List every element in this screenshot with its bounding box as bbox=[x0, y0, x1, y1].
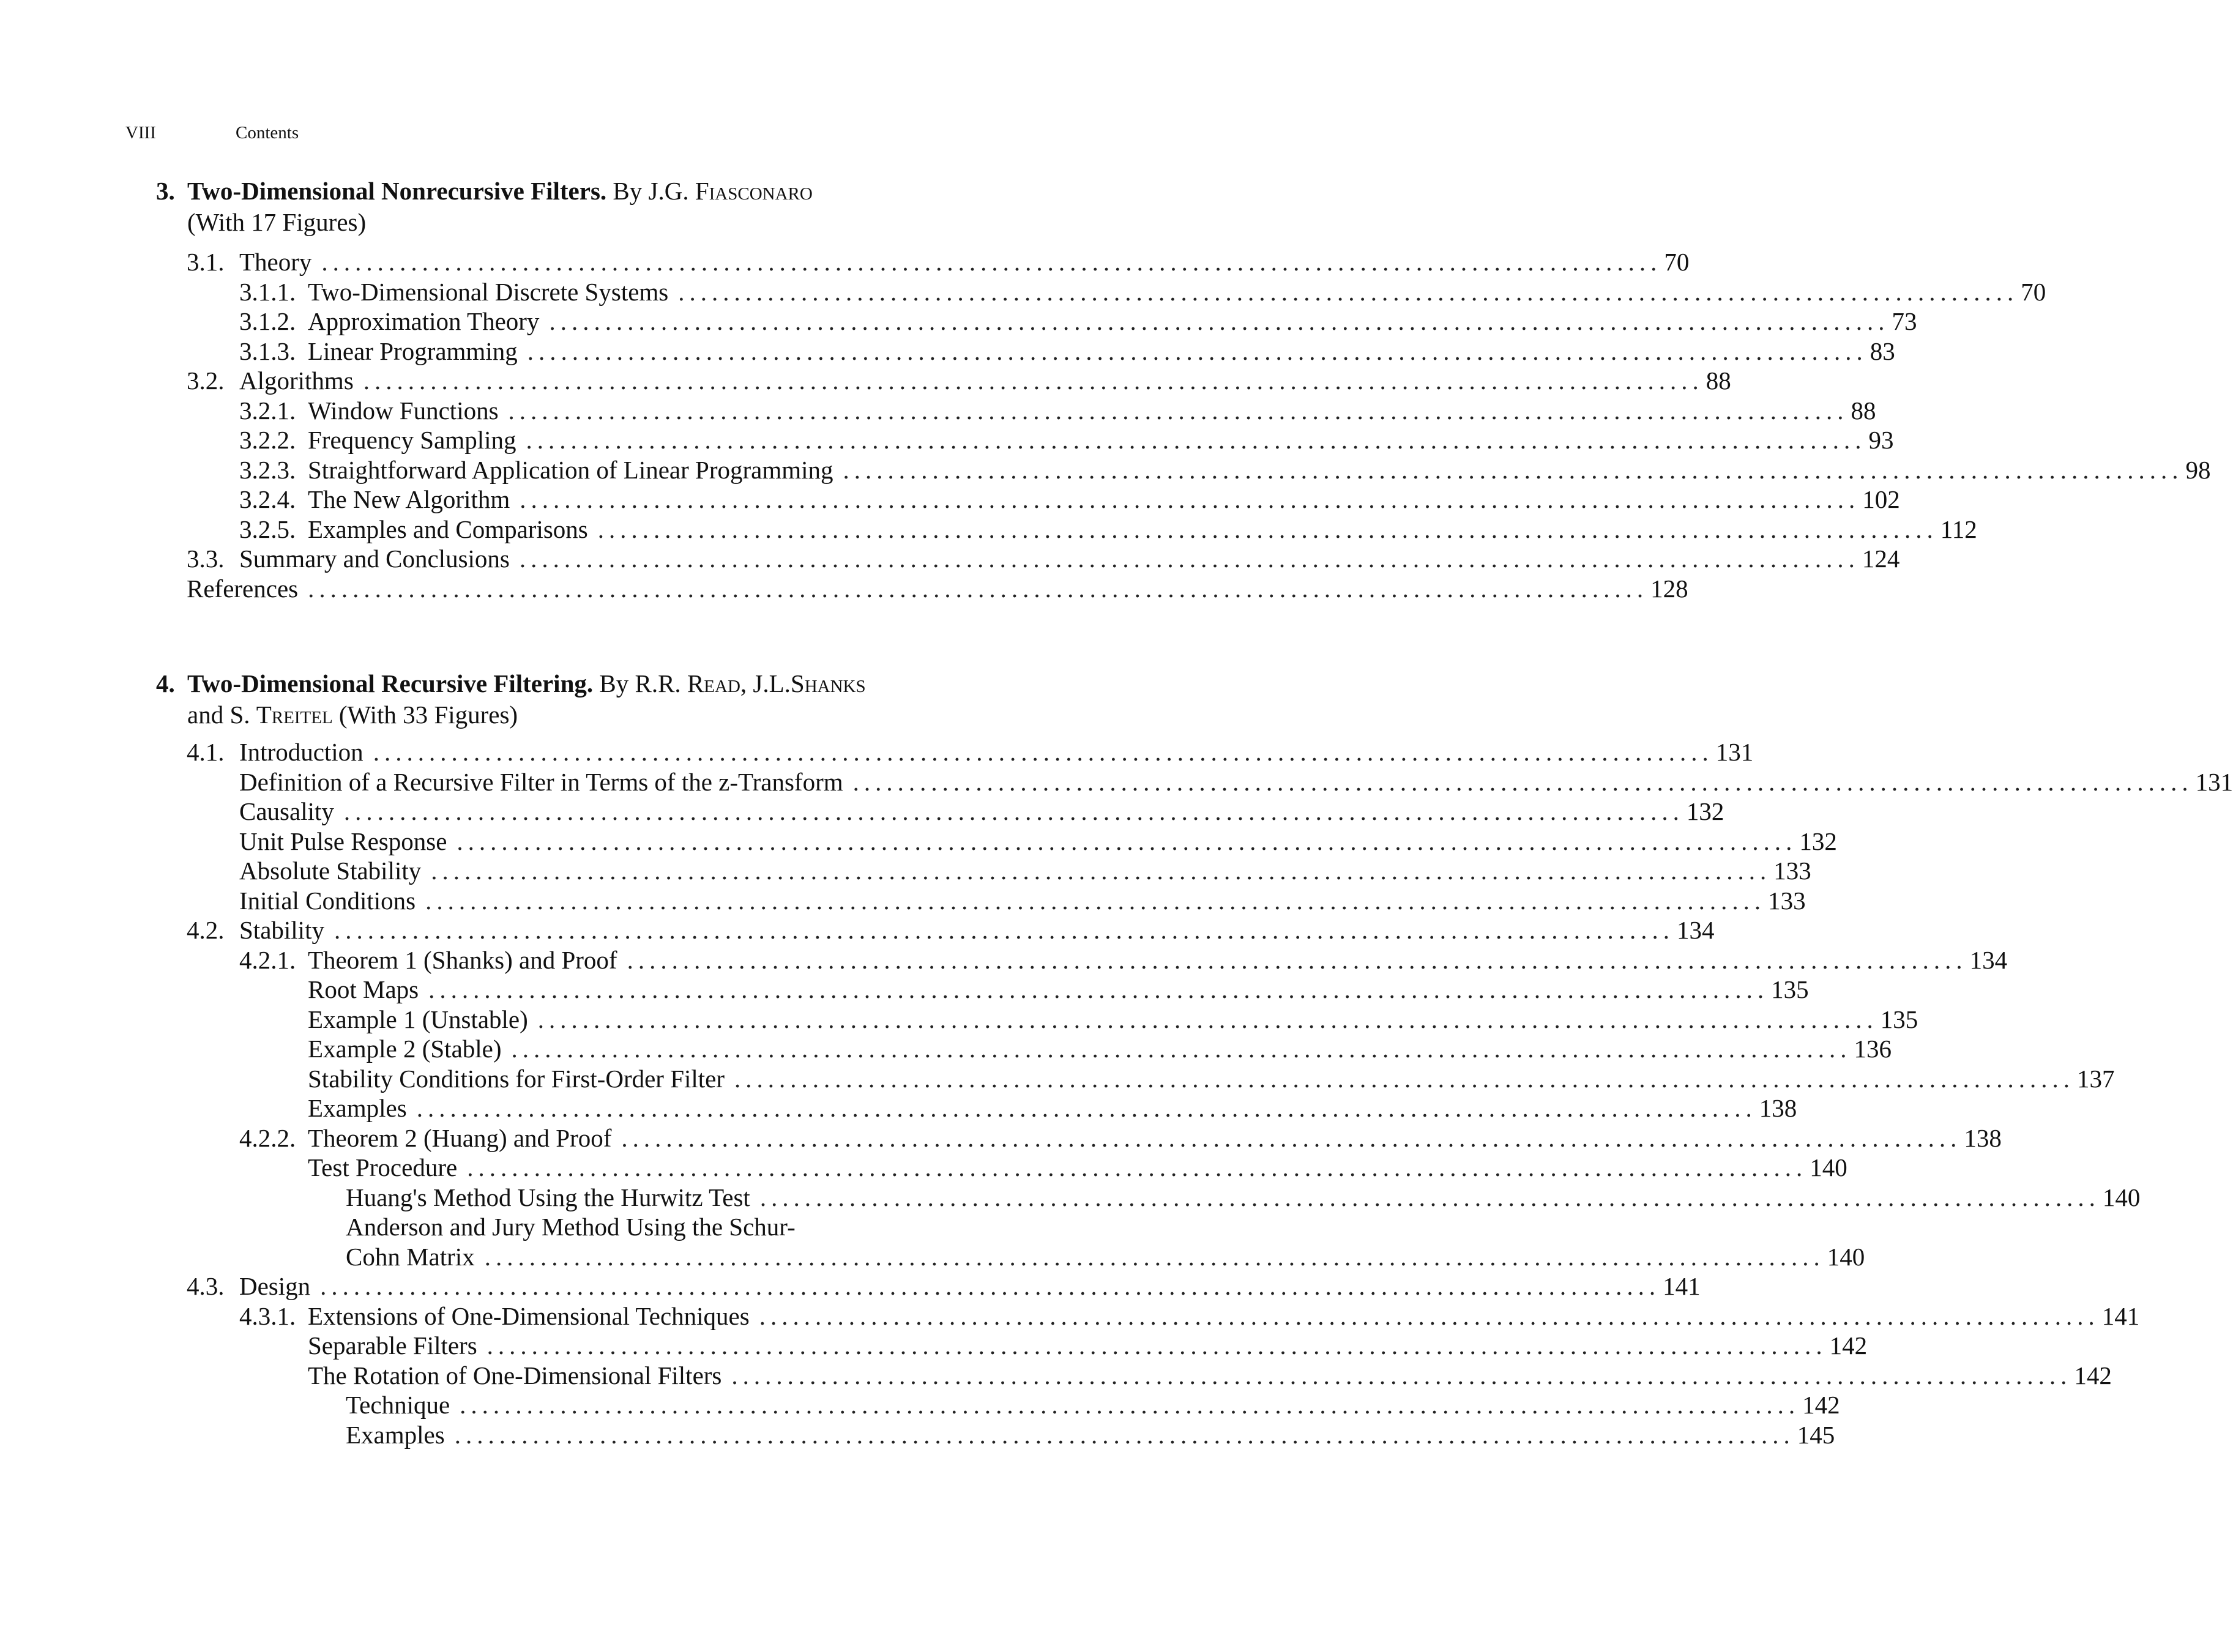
entry-page: 138 bbox=[1759, 1094, 1797, 1122]
entry-title: Algorithms bbox=[239, 366, 354, 395]
chapter-title: Two-Dimensional Recursive Filtering. bbox=[187, 669, 594, 698]
toc-entry bbox=[187, 515, 1977, 545]
dot-leader: ........................................................................................................................ bbox=[511, 1035, 1852, 1063]
entry-title: Initial Conditions bbox=[239, 886, 416, 915]
toc-entry bbox=[187, 277, 2046, 307]
entry-number: 3.1.2. bbox=[239, 307, 296, 335]
chapter-number: 3. bbox=[156, 177, 175, 205]
dot-leader: ........................................................................................................................ bbox=[457, 827, 1797, 855]
author-separator: , J.L. bbox=[740, 669, 791, 698]
entry-title: Stability bbox=[239, 916, 324, 944]
toc-entry bbox=[187, 1153, 1847, 1183]
entry-title: Root Maps bbox=[308, 975, 419, 1003]
dot-leader: ........................................................................................................................ bbox=[428, 975, 1769, 1003]
entry-title: Summary and Conclusions bbox=[239, 545, 510, 573]
entry-page: 140 bbox=[1810, 1153, 1847, 1181]
dot-leader: ........................................................................................................................ bbox=[321, 248, 1662, 276]
dot-leader: ........................................................................................................................ bbox=[484, 1242, 1825, 1271]
dot-leader: ........................................................................................................................ bbox=[519, 545, 1860, 573]
toc-entry bbox=[187, 767, 2233, 797]
toc-entry bbox=[187, 915, 1715, 945]
dot-leader: ........................................................................................................................ bbox=[460, 1391, 1800, 1419]
entry-number: 3.1.3. bbox=[239, 337, 296, 365]
toc-entry bbox=[187, 856, 1811, 886]
dot-leader: ........................................................................................................................ bbox=[508, 396, 1849, 425]
entry-title: Two-Dimensional Discrete Systems bbox=[308, 277, 669, 306]
dot-leader: ........................................................................................................................ bbox=[320, 1272, 1661, 1300]
entry-title: Unit Pulse Response bbox=[239, 827, 447, 855]
toc-entry bbox=[187, 366, 1731, 396]
entry-number: 3.3. bbox=[187, 545, 225, 573]
entry-page: 132 bbox=[1799, 827, 1837, 855]
chapter-author: Fiasconaro bbox=[695, 177, 813, 205]
dot-leader: ........................................................................................................................ bbox=[343, 797, 1684, 825]
entry-number: 4.2.1. bbox=[239, 945, 296, 974]
dot-leader: ........................................................................................................................ bbox=[627, 945, 1967, 974]
entry-page: 135 bbox=[1880, 1005, 1918, 1033]
entry-number: 3.2.3. bbox=[239, 455, 296, 484]
chapter-figures: (With 33 Figures) bbox=[338, 701, 518, 729]
entry-title: Examples bbox=[346, 1420, 445, 1449]
dot-leader: ........................................................................................................................ bbox=[527, 337, 1868, 365]
entry-page: 128 bbox=[1650, 574, 1688, 603]
entry-title: Example 1 (Unstable) bbox=[308, 1005, 528, 1033]
entry-title: Cohn Matrix bbox=[346, 1242, 475, 1271]
entry-title: Theorem 2 (Huang) and Proof bbox=[308, 1123, 612, 1152]
toc-entry bbox=[187, 455, 2211, 485]
chapter-author: Treitel bbox=[256, 701, 333, 729]
entry-number: 4.2.2. bbox=[239, 1123, 296, 1152]
entry-page: 88 bbox=[1706, 366, 1731, 395]
chapter-3-heading bbox=[156, 176, 952, 238]
dot-leader: ........................................................................................................................ bbox=[363, 366, 1704, 395]
entry-title: Extensions of One-Dimensional Techniques bbox=[308, 1301, 750, 1330]
chapter-title: Two-Dimensional Nonrecursive Filters. bbox=[187, 177, 607, 205]
entry-page: 73 bbox=[1892, 307, 1917, 335]
entry-page: 131 bbox=[1715, 738, 1754, 766]
toc-entry bbox=[187, 1301, 2140, 1331]
toc-entry bbox=[187, 1242, 1865, 1272]
dot-leader: ........................................................................................................................ bbox=[597, 515, 1938, 543]
chapter-figures: (With 17 Figures) bbox=[187, 208, 367, 236]
entry-page: 138 bbox=[1964, 1123, 2002, 1152]
entry-number: 3.2. bbox=[187, 366, 225, 395]
toc-entry bbox=[187, 1271, 1701, 1301]
toc-entry bbox=[187, 1420, 1835, 1450]
entry-title: Examples and Comparisons bbox=[308, 515, 588, 543]
chapter-author: Shanks bbox=[790, 669, 866, 698]
entry-page: 102 bbox=[1862, 485, 1900, 513]
dot-leader: ........................................................................................................................ bbox=[431, 857, 1772, 885]
dot-leader: ........................................................................................................................ bbox=[678, 277, 2019, 306]
dot-leader: ........................................................................................................................ bbox=[621, 1123, 1962, 1152]
entry-title: Separable Filters bbox=[308, 1331, 477, 1360]
chapter-author: Read bbox=[687, 669, 740, 698]
toc-entry bbox=[187, 1390, 1840, 1420]
entry-number: 3.2.5. bbox=[239, 515, 296, 543]
toc-entry bbox=[187, 544, 1900, 574]
entry-title: Examples bbox=[308, 1094, 407, 1122]
entry-page: 133 bbox=[1768, 886, 1806, 915]
entry-page: 88 bbox=[1851, 396, 1876, 425]
toc-entry bbox=[187, 1034, 1892, 1064]
entry-number: 3.2.4. bbox=[239, 485, 296, 513]
entry-title: The New Algorithm bbox=[308, 485, 510, 513]
entry-title: Straightforward Application of Linear Programming bbox=[308, 455, 833, 484]
page-label: VIII bbox=[125, 123, 156, 143]
dot-leader: ........................................................................................................................ bbox=[416, 1094, 1757, 1122]
entry-title: Design bbox=[239, 1272, 311, 1300]
header-title: Contents bbox=[236, 123, 299, 143]
entry-page: 112 bbox=[1940, 515, 1977, 543]
toc-entry bbox=[187, 975, 1809, 1005]
toc-entry bbox=[187, 425, 1894, 455]
entry-page: 83 bbox=[1870, 337, 1895, 365]
entry-title: Window Functions bbox=[308, 396, 499, 425]
dot-leader: ........................................................................................................................ bbox=[852, 767, 2193, 796]
entry-title: Frequency Sampling bbox=[308, 426, 516, 454]
entry-page: 93 bbox=[1868, 426, 1894, 454]
dot-leader: ........................................................................................................................ bbox=[759, 1183, 2100, 1211]
entry-number: 4.3.1. bbox=[239, 1301, 296, 1330]
dot-leader: ........................................................................................................................ bbox=[308, 574, 1649, 603]
entry-page: 70 bbox=[1664, 248, 1690, 276]
toc-entry bbox=[187, 337, 1895, 366]
entry-title: Linear Programming bbox=[308, 337, 518, 365]
entry-number: 4.3. bbox=[187, 1272, 225, 1300]
entry-page: 142 bbox=[2074, 1361, 2112, 1390]
entry-title: Theory bbox=[239, 248, 312, 276]
dot-leader: ........................................................................................................................ bbox=[537, 1005, 1878, 1033]
entry-page: 145 bbox=[1797, 1420, 1835, 1449]
entry-page: 141 bbox=[2101, 1301, 2140, 1330]
chapter-by: By R.R. bbox=[599, 669, 681, 698]
toc-entry bbox=[187, 797, 1724, 827]
chapter-4-heading bbox=[156, 668, 952, 731]
toc-entry bbox=[187, 307, 1917, 337]
entry-title: Approximation Theory bbox=[308, 307, 540, 335]
entry-page: 142 bbox=[1802, 1391, 1840, 1419]
dot-leader: ........................................................................................................................ bbox=[843, 455, 2183, 484]
entry-page: 137 bbox=[2077, 1064, 2115, 1093]
toc-entry bbox=[187, 737, 1754, 767]
dot-leader: ........................................................................................................................ bbox=[454, 1420, 1795, 1449]
entry-title: Introduction bbox=[239, 738, 363, 766]
entry-page: 142 bbox=[1829, 1331, 1868, 1360]
toc-entry bbox=[187, 1005, 1918, 1035]
dot-leader: ........................................................................................................................ bbox=[734, 1064, 2075, 1093]
entry-title: Anderson and Jury Method Using the Schur- bbox=[346, 1213, 796, 1241]
entry-title: Theorem 1 (Shanks) and Proof bbox=[308, 945, 617, 974]
toc-entry bbox=[187, 1123, 2002, 1153]
toc-entry bbox=[187, 1361, 2112, 1391]
entry-page: 135 bbox=[1771, 975, 1809, 1003]
dot-leader: ........................................................................................................................ bbox=[759, 1301, 2100, 1330]
entry-title: Technique bbox=[346, 1391, 450, 1419]
toc-entry bbox=[187, 945, 2008, 975]
entry-page: 70 bbox=[2021, 277, 2046, 306]
entry-title: Definition of a Recursive Filter in Terms of the z-Transform bbox=[239, 767, 843, 796]
chapter-3-toc bbox=[187, 247, 2211, 603]
entry-number: 4.1. bbox=[187, 738, 225, 766]
entry-page: 141 bbox=[1663, 1272, 1701, 1300]
entry-title: The Rotation of One-Dimensional Filters bbox=[308, 1361, 722, 1390]
dot-leader: ........................................................................................................................ bbox=[467, 1153, 1808, 1181]
entry-title: Causality bbox=[239, 797, 334, 825]
toc-entry bbox=[187, 1093, 1797, 1123]
dot-leader: ........................................................................................................................ bbox=[549, 307, 1890, 335]
dot-leader: ........................................................................................................................ bbox=[425, 886, 1766, 915]
dot-leader: ........................................................................................................................ bbox=[334, 916, 1674, 944]
dot-leader: ........................................................................................................................ bbox=[373, 738, 1713, 766]
toc-entry bbox=[187, 485, 1900, 515]
toc-entry bbox=[187, 1183, 2141, 1213]
dot-leader: ........................................................................................................................ bbox=[731, 1361, 2072, 1390]
dot-leader: ........................................................................................................................ bbox=[520, 485, 1860, 513]
entry-number: 4.2. bbox=[187, 916, 225, 944]
entry-title: Example 2 (Stable) bbox=[308, 1035, 502, 1063]
chapter-number: 4. bbox=[156, 669, 175, 698]
toc-entry bbox=[187, 827, 1837, 857]
entry-page: 132 bbox=[1686, 797, 1724, 825]
entry-number: 3.2.2. bbox=[239, 426, 296, 454]
entry-title: Test Procedure bbox=[308, 1153, 458, 1181]
dot-leader: ........................................................................................................................ bbox=[486, 1331, 1827, 1360]
entry-title: Stability Conditions for First-Order Filter bbox=[308, 1064, 725, 1093]
entry-number: 3.1. bbox=[187, 248, 225, 276]
entry-page: 124 bbox=[1862, 545, 1900, 573]
entry-page: 98 bbox=[2185, 455, 2211, 484]
entry-page: 134 bbox=[1676, 916, 1715, 944]
entry-page: 131 bbox=[2195, 767, 2233, 796]
entry-title: Huang's Method Using the Hurwitz Test bbox=[346, 1183, 750, 1211]
entry-page: 134 bbox=[1969, 945, 2008, 974]
entry-page: 133 bbox=[1773, 857, 1811, 885]
entry-page: 136 bbox=[1854, 1035, 1892, 1063]
entry-number: 3.2.1. bbox=[239, 396, 296, 425]
toc-entry bbox=[187, 574, 1688, 604]
entry-page: 140 bbox=[2102, 1183, 2141, 1211]
toc-entry bbox=[187, 1064, 2115, 1094]
toc-entry bbox=[187, 396, 1876, 426]
entry-title: Absolute Stability bbox=[239, 857, 422, 885]
dot-leader: ........................................................................................................................ bbox=[526, 426, 1866, 454]
toc-entry bbox=[187, 247, 1690, 277]
toc-entry bbox=[187, 886, 1806, 916]
toc-entry bbox=[187, 1212, 945, 1242]
running-header bbox=[125, 122, 299, 143]
chapter-and: and S. bbox=[187, 701, 250, 729]
chapter-4-toc bbox=[187, 737, 2233, 1449]
chapter-by: By J.G. bbox=[613, 177, 689, 205]
entry-number: 3.1.1. bbox=[239, 277, 296, 306]
entry-title: References bbox=[187, 574, 299, 603]
entry-page: 140 bbox=[1827, 1242, 1865, 1271]
toc-entry bbox=[187, 1331, 1868, 1361]
